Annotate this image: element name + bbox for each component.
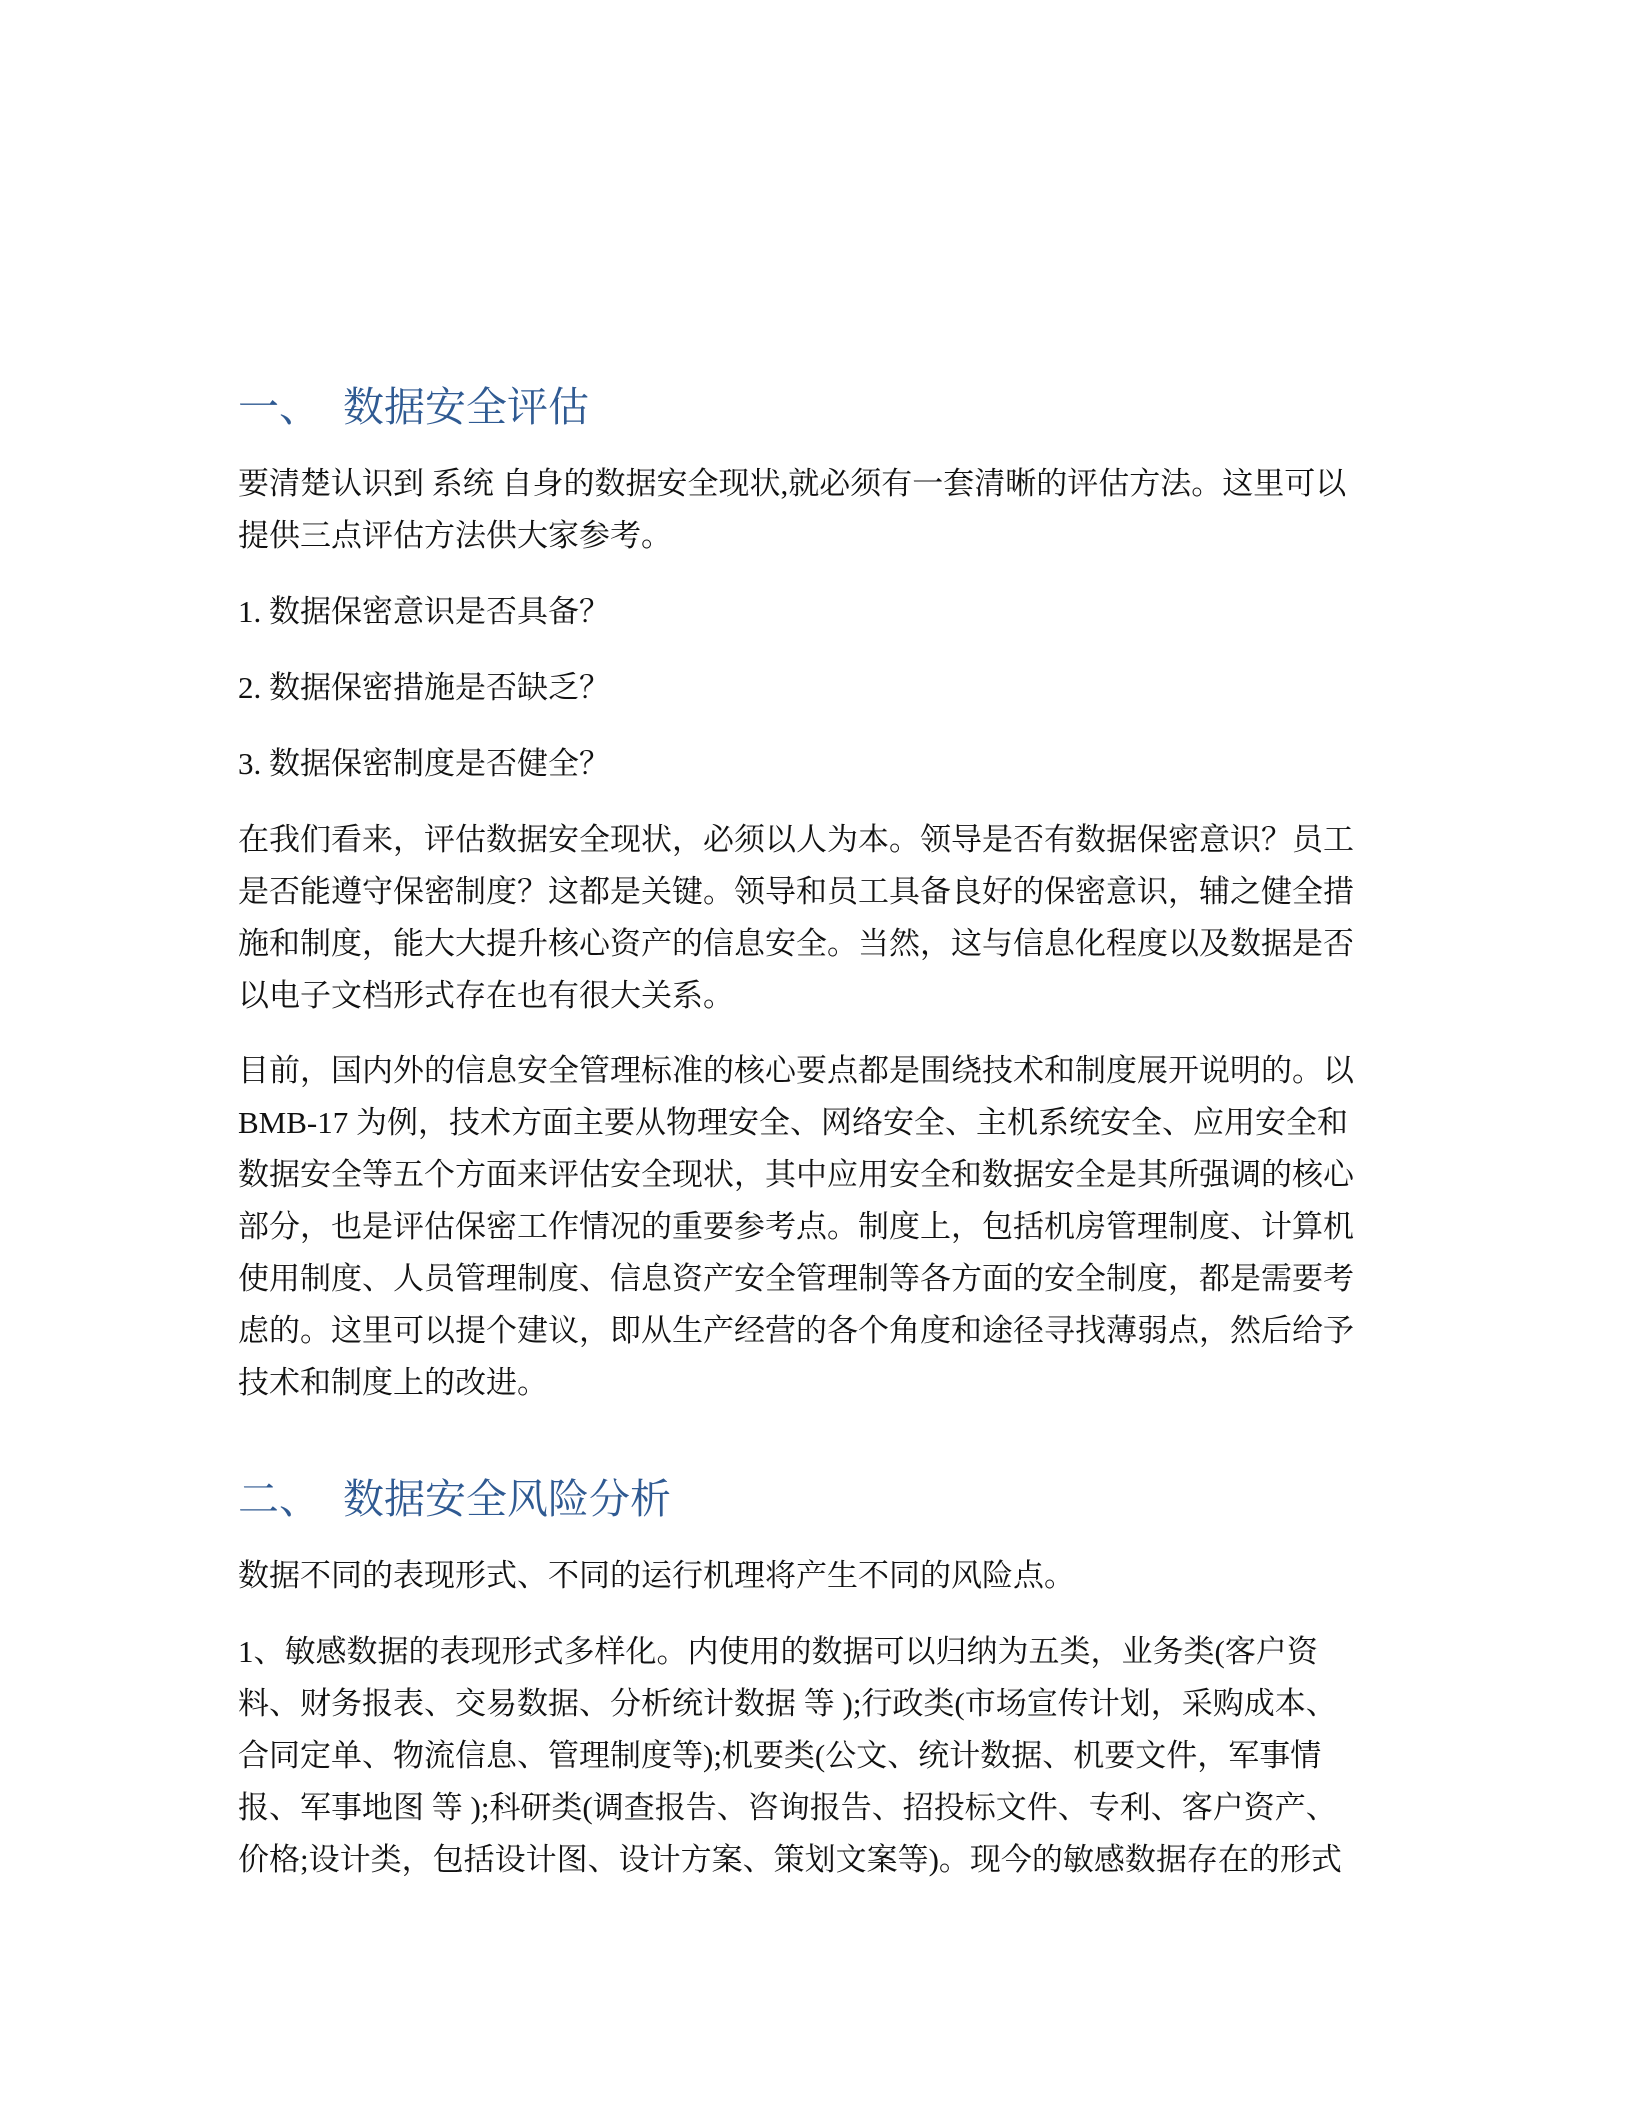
text-line: 价格;设计类，包括设计图、设计方案、策划文案等)。现今的敏感数据存在的形式 xyxy=(238,1842,1342,1877)
text-line: 技术和制度上的改进。 xyxy=(238,1365,548,1400)
paragraph xyxy=(238,662,1398,714)
text-line: 数据安全等五个方面来评估安全现状，其中应用安全和数据安全是其所强调的核心 xyxy=(238,1157,1354,1192)
text-line: 料、财务报表、交易数据、分析统计数据 等 );行政类(市场宣传计划，采购成本、 xyxy=(238,1686,1337,1721)
heading-title: 数据安全评估 xyxy=(343,384,589,430)
text-line: 要清楚认识到 系统 自身的数据安全现状,就必须有一套清晰的评估方法。这里可以 xyxy=(238,466,1347,501)
heading-number: 一、 xyxy=(238,384,320,430)
text-line: 使用制度、人员管理制度、信息资产安全管理制等各方面的安全制度，都是需要考 xyxy=(238,1261,1354,1296)
text-line: 数据不同的表现形式、不同的运行机理将产生不同的风险点。 xyxy=(238,1558,1075,1593)
heading-number: 二、 xyxy=(238,1476,320,1522)
text-line: 部分，也是评估保密工作情况的重要参考点。制度上，包括机房管理制度、计算机 xyxy=(238,1209,1354,1244)
paragraph xyxy=(238,1045,1398,1409)
text-line: 目前，国内外的信息安全管理标准的核心要点都是围绕技术和制度展开说明的。以 xyxy=(238,1053,1354,1088)
text-line: 3. 数据保密制度是否健全？ xyxy=(238,746,610,781)
heading-section-1 xyxy=(238,377,589,437)
paragraph xyxy=(238,1550,1398,1602)
paragraph xyxy=(238,1626,1398,1886)
text-line: 2. 数据保密措施是否缺乏？ xyxy=(238,670,610,705)
text-line: 虑的。这里可以提个建议，即从生产经营的各个角度和途径寻找薄弱点，然后给予 xyxy=(238,1313,1354,1348)
text-line: 报、军事地图 等 );科研类(调查报告、咨询报告、招投标文件、专利、客户资产、 xyxy=(238,1790,1337,1825)
heading-section-2 xyxy=(238,1469,671,1529)
text-line: 是否能遵守保密制度？这都是关键。领导和员工具备良好的保密意识，辅之健全措 xyxy=(238,874,1354,909)
text-line: 以电子文档形式存在也有很大关系。 xyxy=(238,978,734,1013)
paragraph xyxy=(238,738,1398,790)
heading-title: 数据安全风险分析 xyxy=(343,1476,671,1522)
paragraph xyxy=(238,586,1398,638)
text-line: 施和制度，能大大提升核心资产的信息安全。当然，这与信息化程度以及数据是否 xyxy=(238,926,1354,961)
text-line: 提供三点评估方法供大家参考。 xyxy=(238,518,672,553)
text-line: 在我们看来，评估数据安全现状，必须以人为本。领导是否有数据保密意识？员工 xyxy=(238,822,1354,857)
paragraph xyxy=(238,458,1398,562)
text-line: 合同定单、物流信息、管理制度等);机要类(公文、统计数据、机要文件，军事情 xyxy=(238,1738,1322,1773)
text-line: 1、敏感数据的表现形式多样化。内使用的数据可以归纳为五类，业务类(客户资 xyxy=(238,1634,1318,1669)
text-line: BMB-17 为例，技术方面主要从物理安全、网络安全、主机系统安全、应用安全和 xyxy=(238,1105,1348,1140)
text-line: 1. 数据保密意识是否具备？ xyxy=(238,594,610,629)
paragraph xyxy=(238,814,1398,1022)
